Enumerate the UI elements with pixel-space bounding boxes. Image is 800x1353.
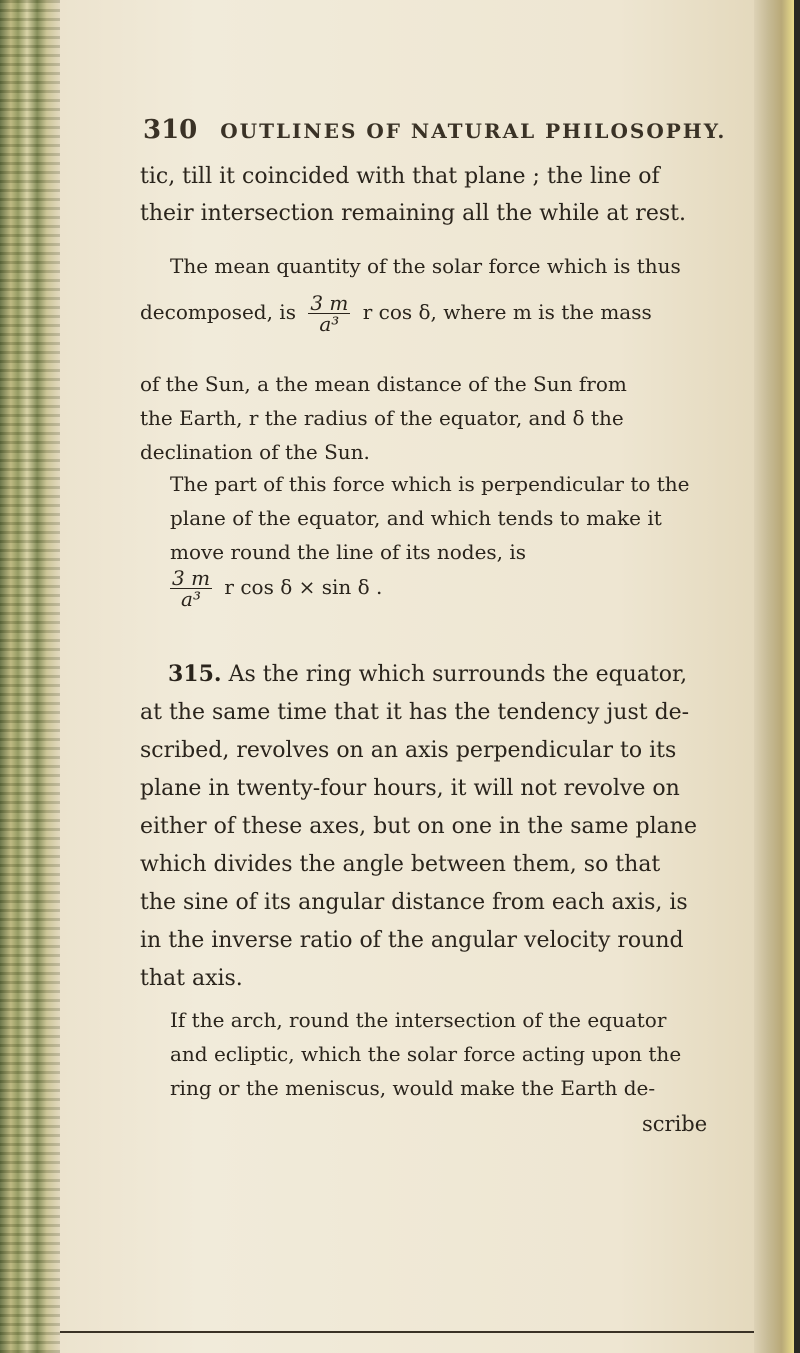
fraction-3m-over-a3 — [170, 568, 212, 609]
text-fragment: decomposed, is — [140, 300, 296, 324]
section-315 — [140, 655, 750, 998]
text-line: the sine of its angular distance from each axis, is — [140, 890, 688, 915]
fraction-3m-over-a3 — [308, 293, 350, 334]
book-binding — [0, 0, 60, 1353]
formula-line — [140, 292, 750, 334]
bottom-rule — [60, 1331, 754, 1333]
text-line: scribed, revolves on an axis perpendicular to its — [140, 738, 677, 763]
text-line: If the arch, round the intersection of the equator — [170, 1008, 667, 1032]
text-line: the Earth, r the radius of the equator, and δ the — [140, 406, 624, 430]
text-fragment: r cos δ, where m is the mass — [362, 300, 652, 324]
text-line: plane in twenty-four hours, it will not revolve on — [140, 776, 680, 801]
text-line: at the same time that it has the tendency just de- — [140, 700, 690, 725]
fraction-numerator: 3 m — [172, 566, 211, 590]
paragraph-5 — [170, 1003, 740, 1105]
text-fragment: r cos δ × sin δ . — [224, 575, 383, 599]
section-number: 315. — [168, 661, 222, 687]
text-line: their intersection remaining all the while at rest. — [140, 201, 686, 226]
fraction-numerator: 3 m — [310, 291, 349, 315]
text-line: tic, till it coincided with that plane ; the line of — [140, 164, 660, 189]
formula-2 — [170, 568, 740, 609]
text-line: The mean quantity of the solar force which is thus — [170, 254, 681, 278]
text-line: ring or the meniscus, would make the Earth de- — [170, 1076, 656, 1100]
text-line: in the inverse ratio of the angular velocity round — [140, 928, 684, 953]
text-line: plane of the equator, and which tends to make it — [170, 506, 662, 530]
text-line: As the ring which surrounds the equator, — [228, 662, 688, 687]
text-line: and ecliptic, which the solar force acting upon the — [170, 1042, 682, 1066]
paragraph-3 — [170, 467, 740, 569]
text-line: move round the line of its nodes, is — [170, 540, 527, 564]
paragraph-2 — [170, 250, 740, 283]
catchword: scribe — [642, 1112, 708, 1136]
paragraph-1 — [140, 158, 750, 232]
running-head — [143, 115, 763, 145]
text-line: that axis. — [140, 966, 243, 991]
text-line: either of these axes, but on one in the same plane — [140, 814, 697, 839]
text-line: declination of the Sun. — [140, 440, 370, 464]
page-edge — [754, 0, 800, 1353]
running-title: OUTLINES OF NATURAL PHILOSOPHY. — [220, 119, 727, 143]
page-number: 310 — [143, 115, 198, 145]
paragraph-2-cont — [140, 367, 750, 469]
fraction-denominator: a³ — [319, 312, 340, 336]
text-line: which divides the angle between them, so that — [140, 852, 661, 877]
text-line: of the Sun, a the mean distance of the Sun from — [140, 372, 627, 396]
text-line: The part of this force which is perpendicular to the — [170, 472, 690, 496]
fraction-denominator: a³ — [181, 587, 201, 611]
